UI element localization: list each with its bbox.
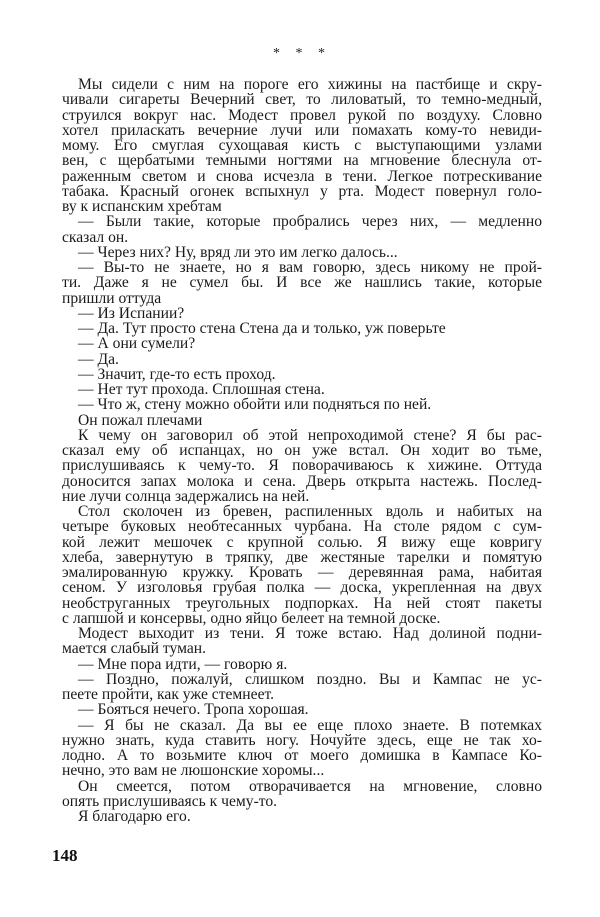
text-line: Он смеется, потом отворачивается на мгновение, словно xyxy=(78,777,542,795)
text-line: Он пожал плечами xyxy=(78,411,203,429)
text-line: — Через них? Ну, вряд ли это им легко далось... xyxy=(78,243,398,261)
text-line: сказал ему об испанцах, но он уже встал. Он ходит во тьме, xyxy=(62,442,542,459)
text-line: — Из Испании? xyxy=(78,304,185,322)
text-line: чивали сигареты Вечерний свет, то лиловатый, то темно-медный, xyxy=(62,91,542,109)
text-line: прислушиваясь к чему-то. Я поворачиваюсь к хижине. Оттуда xyxy=(62,457,542,475)
text-line: Стол сколочен из бревен, распиленных вдоль и набитых на xyxy=(78,503,542,520)
text-line: струился вокруг нас. Модест провел рукой по воздуху. Словно xyxy=(62,106,542,124)
text-line: К чему он заговорил об этой непроходимой стене? Я бы рас- xyxy=(78,426,542,444)
text-line: пришли оттуда xyxy=(62,289,162,307)
text-line: — Вы-то не знаете, но я вам говорю, здесь никому не прой- xyxy=(78,259,542,276)
text-line: пеете пройти, как уже стемнеет. xyxy=(62,686,275,703)
text-line: мому. Его смуглая сухощавая кисть с выступающими узлами xyxy=(62,137,542,154)
text-line: нечно, это вам не люшонские хоромы... xyxy=(62,762,325,780)
text-line: хлеба, завернутую в тряпку, две жестяные тарелки и помятую xyxy=(62,548,542,566)
text-line: четыре буковых необтесанных чурбана. На столе рядом с сум- xyxy=(62,518,542,536)
text-line: доносится запах молока и сена. Дверь открыта настежь. Послед- xyxy=(62,472,542,490)
text-line: — Я бы не сказал. Да вы ее еще плохо знаете. В потемках xyxy=(78,716,542,734)
text-line: — Были такие, которые пробрались через них, — медленно xyxy=(78,213,542,231)
text-line: нужно знать, куда ставить ногу. Ночуйте здесь, еще не так хо- xyxy=(62,731,542,749)
text-line: — Поздно, пожалуй, слишком поздно. Вы и Кампас не ус- xyxy=(78,670,542,688)
text-line: с лапшой и консервы, одно яйцо белеет на темной доске. xyxy=(62,609,441,627)
text-line: эмалированную кружку. Кровать — деревянная рама, набитая xyxy=(62,564,542,581)
text-line: — Что ж, стену можно обойти или подняться по ней. xyxy=(78,396,432,414)
text-line: ти. Даже я не сумел бы. И все же нашлись такие, которые xyxy=(62,274,542,292)
text-line: — Нет тут прохода. Сплошная стена. xyxy=(78,381,325,398)
text-line: кой лежит мешочек с крупной солью. Я вижу еще ковригу xyxy=(62,533,542,551)
text-line: — Значит, где-то есть проход. xyxy=(78,365,276,383)
page-number: 148 xyxy=(52,846,78,865)
text-line: табака. Красный огонек вспыхнул у рта. Модест повернул голо- xyxy=(62,182,542,200)
text-line: ние лучи солнца задержались на ней. xyxy=(62,487,310,505)
text-line: лодно. А то возьмите ключ от моего домишка в Кампасе Ко- xyxy=(62,747,542,764)
body-text xyxy=(62,77,542,824)
text-line: необструганных треугольных подпорках. На ней стоят пакеты xyxy=(62,594,542,612)
text-line: сказал он. xyxy=(62,228,129,246)
text-line: — Мне пора идти, — говорю я. xyxy=(78,655,288,673)
text-line: хотел приласкать вечерние лучи или помахать кому-то невиди- xyxy=(62,121,542,139)
text-line: Мы сидели с ним на пороге его хижины на пастбище и скру- xyxy=(78,76,542,93)
text-line: Я благодарю его. xyxy=(78,808,191,825)
text-line: ву к испанским хребтам xyxy=(62,198,222,215)
text-line: мается слабый туман. xyxy=(62,640,207,658)
text-line: — Да. xyxy=(78,350,119,368)
text-line: — Да. Тут просто стена Стена да и только, уж поверьте xyxy=(78,320,446,337)
text-line: — А они сумели? xyxy=(78,335,196,353)
text-line: — Бояться нечего. Тропа хорошая. xyxy=(78,701,309,719)
text-line: раженным светом и снова исчезла в тени. Легкое потрескивание xyxy=(62,167,542,185)
text-line: опять прислушиваясь к чему-то. xyxy=(62,792,278,810)
text-line: вен, с щербатыми темными ногтями на мгновение блеснула от- xyxy=(62,152,542,170)
text-line: Модест выходит из тени. Я тоже встаю. Над долиной подни- xyxy=(78,625,542,642)
text-line: сеном. У изголовья грубая полка — доска, укрепленная на двух xyxy=(62,579,542,597)
section-break-ornament: * * * xyxy=(273,46,331,61)
